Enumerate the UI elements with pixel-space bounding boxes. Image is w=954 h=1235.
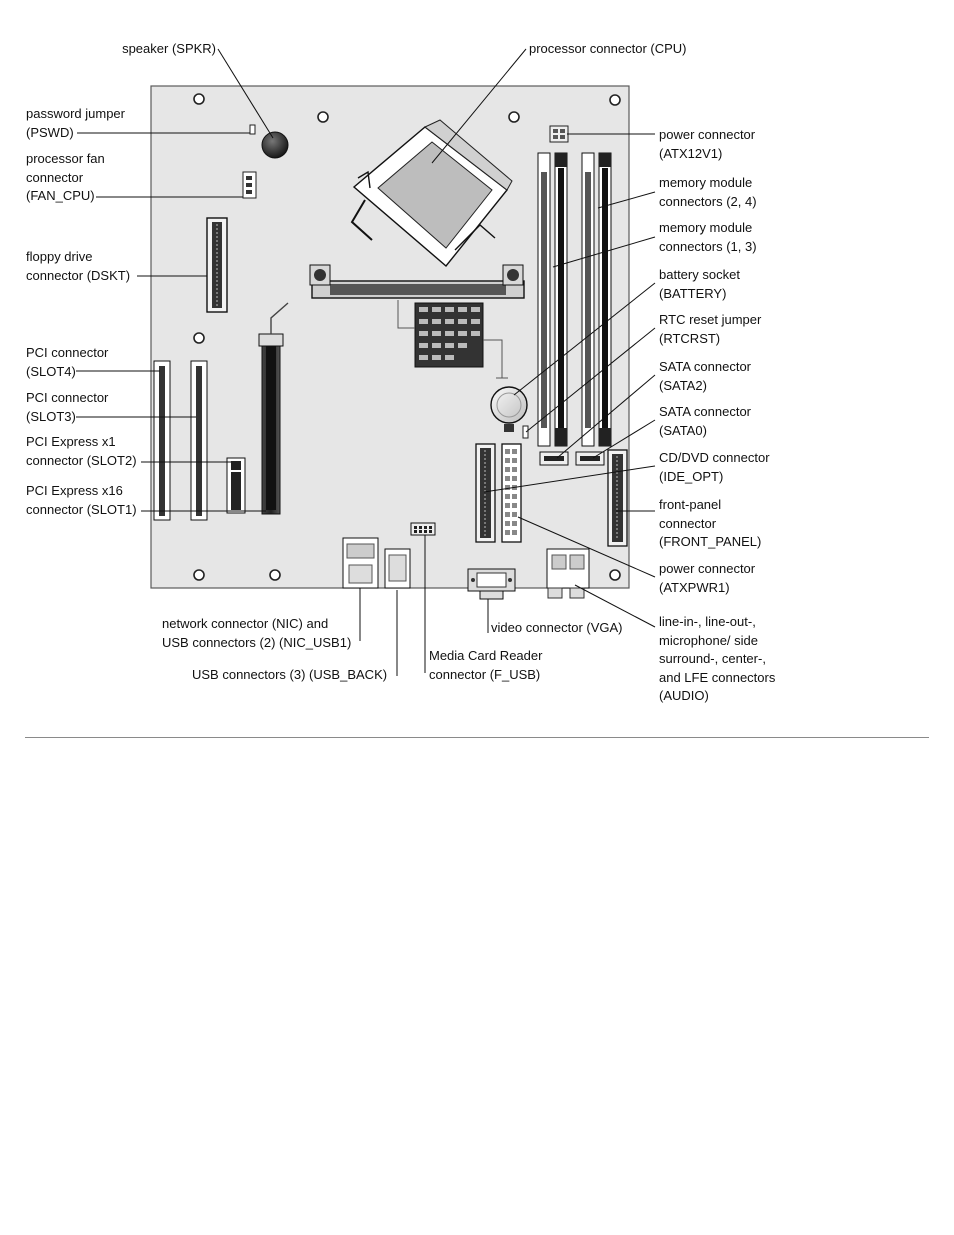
slot2-label: PCI Express x1 connector (SLOT2) [26,434,137,468]
f-usb-label: Media Card Reader connector (F_USB) [429,648,543,682]
front-panel-label: front-panel connector (FRONT_PANEL) [659,497,762,549]
mem24-label: memory module connectors (2, 4) [659,175,757,209]
slot1-label: PCI Express x16 connector (SLOT1) [26,483,137,517]
ide-opt-label: CD/DVD connector (IDE_OPT) [659,450,770,484]
pcie-x1-slot [227,458,245,513]
floppy-connector [207,218,227,312]
ide-opt-connector [476,444,495,542]
vga-connector [468,569,515,599]
atx12v1-label: power connector (ATX12V1) [659,127,756,161]
audio-label: line-in-, line-out-, microphone/ side surround-, center-, and LFE connectors (AUDIO) [659,614,776,703]
atx12v1-connector [550,126,568,142]
speaker-component [262,132,288,158]
dskt-label: floppy drive connector (DSKT) [26,249,131,283]
rtcrst-label: RTC reset jumper (RTCRST) [659,312,762,346]
audio-connectors [547,549,589,598]
atxpwr1-connector [502,444,521,542]
cpu-label: processor connector (CPU) [529,41,687,56]
front-panel-connector [608,450,627,546]
nic-usb-block [343,538,378,588]
usb-back-block [385,549,410,588]
nic-label: network connector (NIC) and USB connectors (2) (NIC_USB1) [162,616,352,650]
atxpwr1-label: power connector (ATXPWR1) [659,561,756,595]
usb-back-label: USB connectors (3) (USB_BACK) [192,667,388,682]
fan-cpu-header [243,172,256,198]
battery-label: battery socket (BATTERY) [659,267,740,301]
speaker-label: speaker (SPKR) [122,41,216,56]
slot3-label: PCI connector (SLOT3) [26,390,109,424]
fan-cpu-label: processor fan connector (FAN_CPU) [26,151,105,203]
vga-label: video connector (VGA) [491,620,623,635]
mem13-label: memory module connectors (1, 3) [659,220,757,254]
f-usb-header [411,523,435,535]
horizontal-divider [25,737,929,738]
pswd-label: password jumper (PSWD) [26,106,125,140]
sata2-label: SATA connector (SATA2) [659,359,752,393]
sata0-label: SATA connector (SATA0) [659,404,752,438]
slot4-label: PCI connector (SLOT4) [26,345,109,379]
pswd-jumper [250,125,255,134]
rtcrst-jumper [523,426,528,438]
